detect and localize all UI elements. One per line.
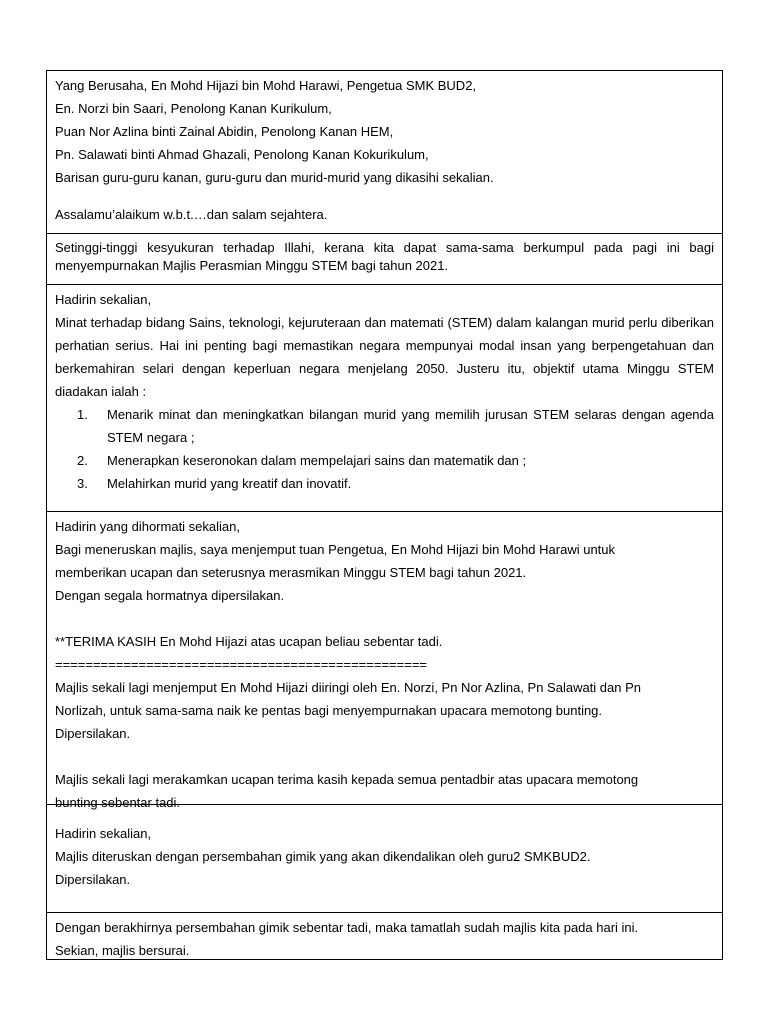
speech-thanks: **TERIMA KASIH En Mohd Hijazi atas ucapan beliau sebentar tadi. [55,634,443,649]
objective-text: Menerapkan keseronokan dalam mempelajari sains dan matematik dan ; [107,453,527,468]
objective-number: 2. [77,453,88,468]
gimik-cell [47,804,722,912]
salam-line: Assalamu’alaikum w.b.t.…dan salam sejahtera. [55,207,328,222]
objectives-paragraph: Minat terhadap bidang Sains, teknologi, kejuruteraan dan matemati (STEM) dalam kalangan murid perlu diberikan perhatian serius. Hai ini penting bagi memastikan negara mempunyai modal insan yang berpengetahuan dan berkemahiran selari dengan keperluan negara menjelang 2050. Justeru itu, objektif utama Minggu STEM diadakan ialah : [55,315,714,399]
objectives-cell [47,284,722,511]
speech-salutation: Hadirin yang dihormati sekalian, [55,519,240,534]
objective-text: Menarik minat dan meningkatkan bilangan murid yang memilih jurusan STEM selaras dengan agenda STEM negara ; [107,407,714,445]
objective-item-2 [55,449,714,472]
speech-divider: ================================================= [55,657,427,672]
record-line-2: bunting sebentar tadi. [55,795,181,810]
record-line-1: Majlis sekali lagi merakamkan ucapan terima kasih kepada semua pentadbir atas upacara memotong [55,772,639,787]
closing-cell [47,912,722,959]
greeting-line-4: Pn. Salawati binti Ahmad Ghazali, Penolong Kanan Kokurikulum, [55,147,429,162]
gratitude-text: Setinggi-tinggi kesyukuran terhadap Illahi, kerana kita dapat sama-sama berkumpul pada pagi ini bagi menyempurnakan Majlis Perasmian Minggu STEM bagi tahun 2021. [55,240,714,273]
objective-number: 1. [77,407,88,422]
bunting-line-2: Norlizah, untuk sama-sama naik ke pentas bagi menyempurnakan upacara memotong bunting. [55,703,603,718]
bunting-line-1: Majlis sekali lagi menjemput En Mohd Hijazi diiringi oleh En. Norzi, Pn Nor Azlina, Pn Salawati dan Pn [55,680,641,695]
gimik-text: Majlis diteruskan dengan persembahan gimik yang akan dikendalikan oleh guru2 SMKBUD2. [55,849,591,864]
gratitude-cell [47,233,722,284]
greeting-cell [47,71,722,233]
speech-cell [47,511,722,810]
gimik-salutation: Hadirin sekalian, [55,826,152,841]
speech-welcome: Dengan segala hormatnya dipersilakan. [55,588,285,603]
speech-invite-line-2: memberikan ucapan dan seterusnya merasmikan Minggu STEM bagi tahun 2021. [55,565,527,580]
objective-number: 3. [77,476,88,491]
objectives-list [55,403,714,495]
closing-end: Sekian, majlis bersurai. [55,943,190,958]
greeting-line-3: Puan Nor Azlina binti Zainal Abidin, Penolong Kanan HEM, [55,124,394,139]
greeting-line-5: Barisan guru-guru kanan, guru-guru dan murid-murid yang dikasihi sekalian. [55,170,494,185]
objectives-salutation: Hadirin sekalian, [55,292,152,307]
objective-item-3 [55,472,714,495]
objective-text: Melahirkan murid yang kreatif dan inovatif. [107,476,352,491]
bunting-welcome: Dipersilakan. [55,726,131,741]
speech-script-table [46,70,723,960]
greeting-line-2: En. Norzi bin Saari, Penolong Kanan Kurikulum, [55,101,332,116]
objective-item-1 [55,403,714,449]
speech-invite-line-1: Bagi meneruskan majlis, saya menjemput tuan Pengetua, En Mohd Hijazi bin Mohd Harawi untuk [55,542,616,557]
closing-text: Dengan berakhirnya persembahan gimik sebentar tadi, maka tamatlah sudah majlis kita pada hari ini. [55,920,639,935]
gimik-welcome: Dipersilakan. [55,872,131,887]
greeting-line-1: Yang Berusaha, En Mohd Hijazi bin Mohd Harawi, Pengetua SMK BUD2, [55,78,477,93]
